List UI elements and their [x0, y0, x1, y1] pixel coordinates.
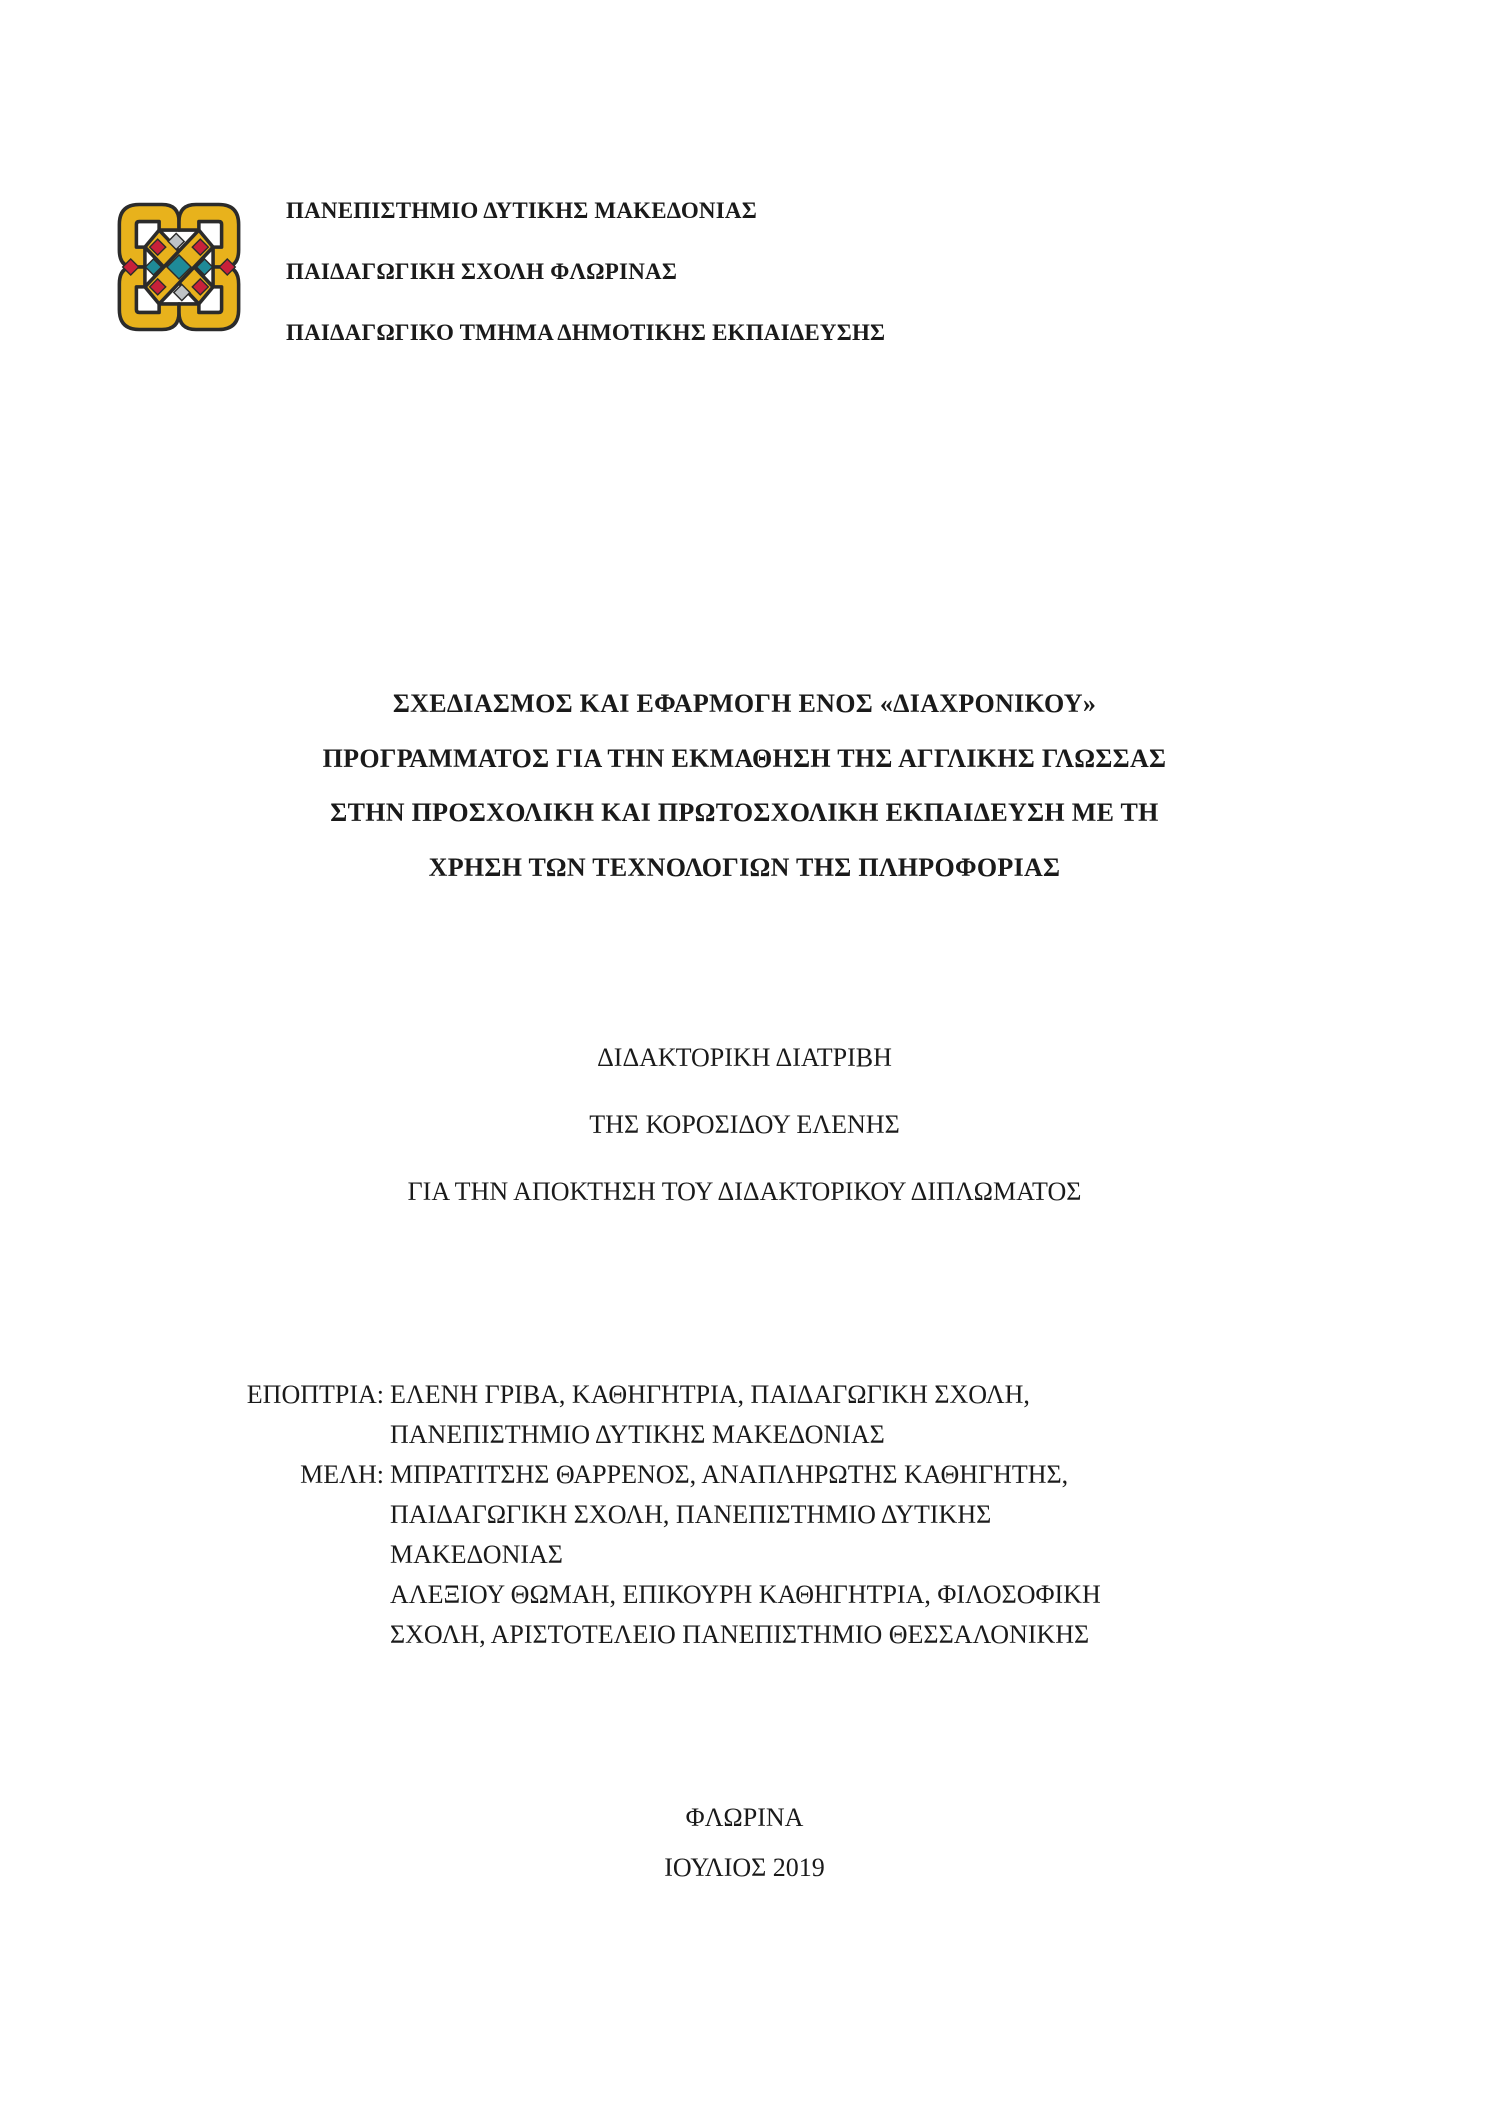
- members-row: [0, 1575, 1489, 1615]
- dissertation-author: ΤΗΣ ΚΟΡΟΣΙΔΟΥ ΕΛΕΝΗΣ: [589, 1110, 900, 1139]
- member-line: ΣΧΟΛΗ, ΑΡΙΣΤΟΤΕΛΕΙΟ ΠΑΝΕΠΙΣΤΗΜΙΟ ΘΕΣΣΑΛΟΝΙΚΗΣ: [390, 1620, 1090, 1649]
- members-row: [0, 1495, 1489, 1535]
- title-line: ΣΤΗΝ ΠΡΟΣΧΟΛΙΚΗ ΚΑΙ ΠΡΩΤΟΣΧΟΛΙΚΗ ΕΚΠΑΙΔΕΥΣΗ ΜΕ ΤΗ: [330, 798, 1159, 827]
- title-line: ΠΡΟΓΡΑΜΜΑΤΟΣ ΓΙΑ ΤΗΝ ΕΚΜΑΘΗΣΗ ΤΗΣ ΑΓΓΛΙΚΗΣ ΓΛΩΣΣΑΣ: [322, 743, 1167, 773]
- members-label: ΜΕΛΗ:: [300, 1460, 384, 1489]
- dissertation-type: ΔΙΔΑΚΤΟΡΙΚΗ ΔΙΑΤΡΙΒΗ: [597, 1043, 892, 1072]
- members-row: [0, 1535, 1489, 1575]
- supervisor-row: [0, 1375, 1489, 1415]
- university-name: ΠΑΝΕΠΙΣΤΗΜΙΟ ΔΥΤΙΚΗΣ ΜΑΚΕΔΟΝΙΑΣ: [286, 198, 757, 223]
- title-line: ΣΧΕΔΙΑΣΜΟΣ ΚΑΙ ΕΦΑΡΜΟΓΗ ΕΝΟΣ «ΔΙΑΧΡΟΝΙΚΟΥ»: [392, 689, 1097, 718]
- member-line: ΠΑΙΔΑΓΩΓΙΚΗ ΣΧΟΛΗ, ΠΑΝΕΠΙΣΤΗΜΙΟ ΔΥΤΙΚΗΣ: [390, 1500, 992, 1529]
- date: ΙΟΥΛΙΟΣ 2019: [664, 1853, 825, 1882]
- thesis-title: [0, 686, 1489, 904]
- supervisor-line: ΠΑΝΕΠΙΣΤΗΜΙΟ ΔΥΤΙΚΗΣ ΜΑΚΕΔΟΝΙΑΣ: [390, 1420, 885, 1449]
- dissertation-info: [0, 1040, 1489, 1241]
- title-line: ΧΡΗΣΗ ΤΩΝ ΤΕΧΝΟΛΟΓΙΩΝ ΤΗΣ ΠΛΗΡΟΦΟΡΙΑΣ: [428, 852, 1061, 882]
- supervisor-row: [0, 1415, 1489, 1455]
- city: ΦΛΩΡΙΝΑ: [685, 1803, 804, 1832]
- school-name: ΠΑΙΔΑΓΩΓΙΚΗ ΣΧΟΛΗ ΦΛΩΡΙΝΑΣ: [286, 259, 678, 284]
- members-row: [0, 1615, 1489, 1655]
- committee: [0, 1375, 1489, 1655]
- place-date: [0, 1800, 1489, 1900]
- university-knot-logo-icon: [108, 196, 250, 338]
- member-line: ΜΠΡΑΤΙΤΣΗΣ ΘΑΡΡΕΝΟΣ, ΑΝΑΠΛΗΡΩΤΗΣ ΚΑΘΗΓΗΤΗΣ,: [390, 1460, 1069, 1489]
- department-name: ΠΑΙΔΑΓΩΓΙΚΟ ΤΜΗΜΑ ΔΗΜΟΤΙΚΗΣ ΕΚΠΑΙΔΕΥΣΗΣ: [286, 320, 886, 345]
- members-row: [0, 1455, 1489, 1495]
- dissertation-purpose: ΓΙΑ ΤΗΝ ΑΠΟΚΤΗΣΗ ΤΟΥ ΔΙΔΑΚΤΟΡΙΚΟΥ ΔΙΠΛΩΜΑΤΟΣ: [407, 1177, 1082, 1206]
- member-line: ΑΛΕΞΙΟΥ ΘΩΜΑΗ, ΕΠΙΚΟΥΡΗ ΚΑΘΗΓΗΤΡΙΑ, ΦΙΛΟΣΟΦΙΚΗ: [390, 1580, 1101, 1609]
- institution-header: [286, 196, 885, 379]
- supervisor-line: ΕΛΕΝΗ ΓΡΙΒΑ, ΚΑΘΗΓΗΤΡΙΑ, ΠΑΙΔΑΓΩΓΙΚΗ ΣΧΟΛΗ,: [390, 1380, 1030, 1409]
- member-line: ΜΑΚΕΔΟΝΙΑΣ: [390, 1540, 563, 1569]
- supervisor-label: ΕΠΟΠΤΡΙΑ:: [246, 1380, 384, 1409]
